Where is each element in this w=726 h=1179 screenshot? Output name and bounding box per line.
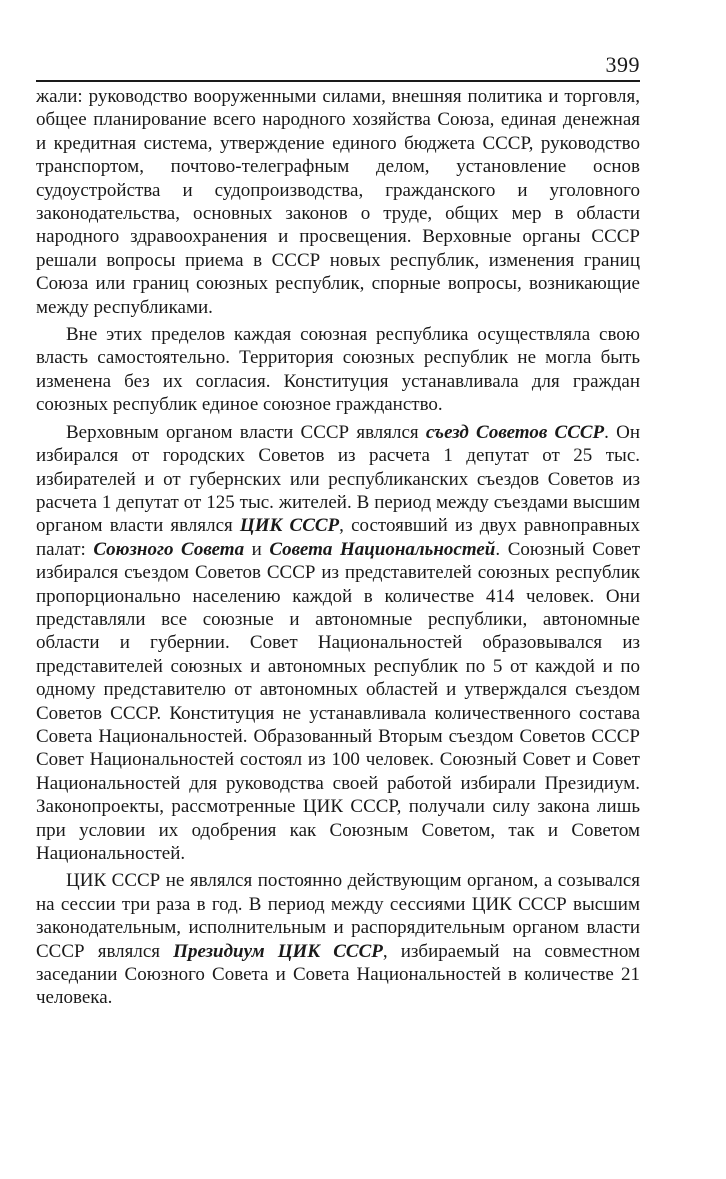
text-segment: , состоявший из двух равноправных палат: xyxy=(36,515,640,560)
paragraph xyxy=(36,869,640,1009)
text-segment: Вне этих пределов каждая союзная республика осуществляла свою власть самостоятельно. Территория союзных республик не могла быть изменена без их согласия. Конституция устанавливала для граждан союзных республик единое союзное гражданство. xyxy=(36,324,640,416)
text-segment: . Союзный Совет избирался съездом Советов СССР из представителей союзных республик пропорционально населению каждой в количестве 414 человек. Они представляли все союзные и автономные республики, автономные области и губернии. Совет Национальностей образовывался из представителей союзных и автономных республик по 5 от каждой и по одному представителю от автономных областей и утверждался съездом Советов СССР. Конституция не устанавливала количественного состава Совета Национальностей. Образованный Вторым съездом Советов СССР Совет Национальностей состоял из 100 человек. Союзный Совет и Совет Национальностей для руководства своей работой избирали Президиум. Законопроекты, рассмотренные ЦИК СССР, получали силу закона лишь при условии их одобрения как Союзным Советом, так и Советом Национальностей. xyxy=(36,538,640,864)
body-text xyxy=(36,85,640,1014)
text-segment: . Он избирался от городских Советов из расчета 1 депутат от 25 тыс. избирателей и от губернских или республиканских съездов Советов из расчета 1 депутат от 125 тыс. жителей. В период между съездами высшим органом власти являлся xyxy=(36,421,640,537)
text-segment: и xyxy=(244,538,270,560)
header-rule xyxy=(36,80,640,82)
emphasized-term: Совета Национальностей xyxy=(269,538,496,560)
page-number: 399 xyxy=(605,52,640,77)
paragraph xyxy=(36,421,640,866)
text-segment: жали: руководство вооруженными силами, внешняя политика и торговля, общее планирование всего народного хозяйства Союза, единая денежная и кредитная система, утверждение единого бюджета СССР, руководство транспортом, почтово-телеграфным делом, установление основ судоустройства и судопроизводства, гражданского и уголовного законодательства, основных законов о труде, общих мер в области народного здравоохранения и просвещения. Верховные органы СССР решали вопросы приема в СССР новых республик, изменения границ Союза или границ союзных республик, спорные вопросы, возникающие между республиками. xyxy=(36,86,640,318)
paragraph xyxy=(36,85,640,319)
emphasized-term: ЦИК СССР xyxy=(239,515,340,537)
emphasized-term: Президиум ЦИК СССР xyxy=(173,940,383,962)
paragraph xyxy=(36,323,640,417)
emphasized-term: Союзного Совета xyxy=(93,538,245,560)
text-segment: ЦИК СССР не являлся постоянно действующим органом, а созывался на сессии три раза в год. В период между сессиями ЦИК СССР высшим законодательным, исполнительным и распорядительным органом власти СССР являлся xyxy=(36,870,640,962)
text-segment: Верховным органом власти СССР являлся xyxy=(66,421,426,443)
text-segment: , избираемый на совместном заседании Союзного Совета и Совета Национальностей в количестве 21 человека. xyxy=(36,940,641,1009)
emphasized-term: съезд Советов СССР xyxy=(425,421,605,443)
